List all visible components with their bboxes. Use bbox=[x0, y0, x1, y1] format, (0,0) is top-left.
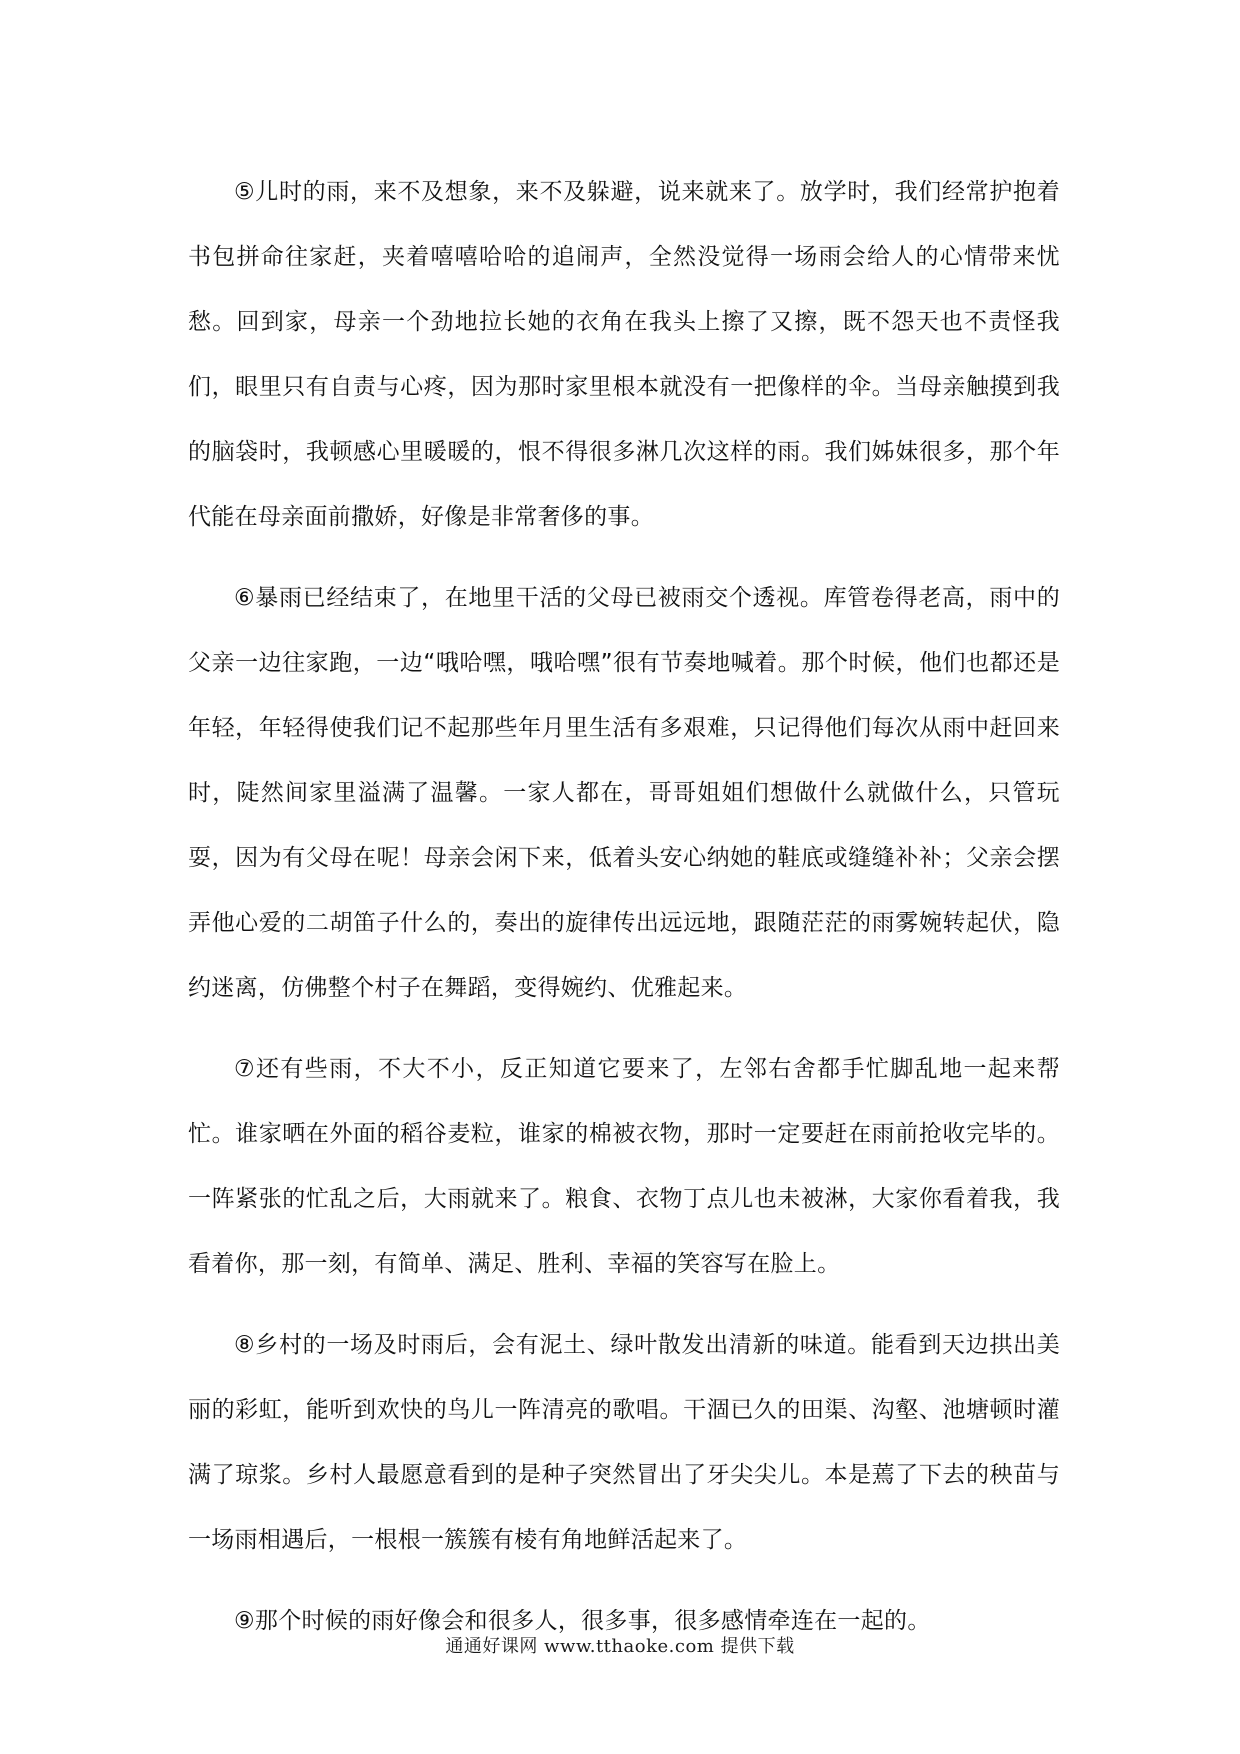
paragraph-6: ⑥暴雨已经结束了，在地里干活的父母已被雨交个透视。库管卷得老高，雨中的父亲一边往家跑，一边“哦哈嘿，哦哈嘿”很有节奏地喊着。那个时候，他们也都还是年轻，年轻得使我们记不起那些年月里生活有多艰难，只记得他们每次从雨中赶回来时，陡然间家里溢满了温馨。一家人都在，哥哥姐姐们想做什么就做什么，只管玩耍，因为有父母在呢！母亲会闲下来，低着头安心纳她的鞋底或缝缝补补；父亲会摆弄他心爱的二胡笛子什么的，奏出的旋律传出远远地，跟随茫茫的雨雾婉转起伏，隐约迷离，仿佛整个村子在舞蹈，变得婉约、优雅起来。 bbox=[188, 585, 1060, 1001]
paragraph-5: ⑤儿时的雨，来不及想象，来不及躲避，说来就来了。放学时，我们经常护抱着书包拼命往家赶，夹着嘻嘻哈哈的追闹声，全然没觉得一场雨会给人的心情带来忧愁。回到家，母亲一个劲地拉长她的衣角在我头上擦了又擦，既不怨天也不责怪我们，眼里只有自责与心疼，因为那时家里根本就没有一把像样的伞。当母亲触摸到我的脑袋时，我顿感心里暖暖的，恨不得很多淋几次这样的雨。我们姊妹很多，那个年代能在母亲面前撒娇，好像是非常奢侈的事。 bbox=[188, 179, 1060, 530]
paragraph-8: ⑧乡村的一场及时雨后，会有泥土、绿叶散发出清新的味道。能看到天边拱出美丽的彩虹，能听到欢快的鸟儿一阵清亮的歌唱。干涸已久的田渠、沟壑、池塘顿时灌满了琼浆。乡村人最愿意看到的是种子突然冒出了牙尖尖儿。本是蔫了下去的秧苗与一场雨相遇后，一根根一簇簇有棱有角地鲜活起来了。 bbox=[188, 1332, 1060, 1553]
paragraph-7: ⑦还有些雨，不大不小，反正知道它要来了，左邻右舍都手忙脚乱地一起来帮忙。谁家晒在外面的稻谷麦粒，谁家的棉被衣物，那时一定要赶在雨前抢收完毕的。一阵紧张的忙乱之后，大雨就来了。粮食、衣物丁点儿也未被淋，大家你看着我，我看着你，那一刻，有简单、满足、胜利、幸福的笑容写在脸上。 bbox=[188, 1056, 1060, 1277]
article-body bbox=[188, 160, 1060, 1670]
page-footer: 通通好课网 www.tthaoke.com 提供下载 bbox=[445, 1636, 795, 1657]
paragraph-9: ⑨那个时候的雨好像会和很多人，很多事，很多感情牵连在一起的。 bbox=[234, 1608, 931, 1634]
